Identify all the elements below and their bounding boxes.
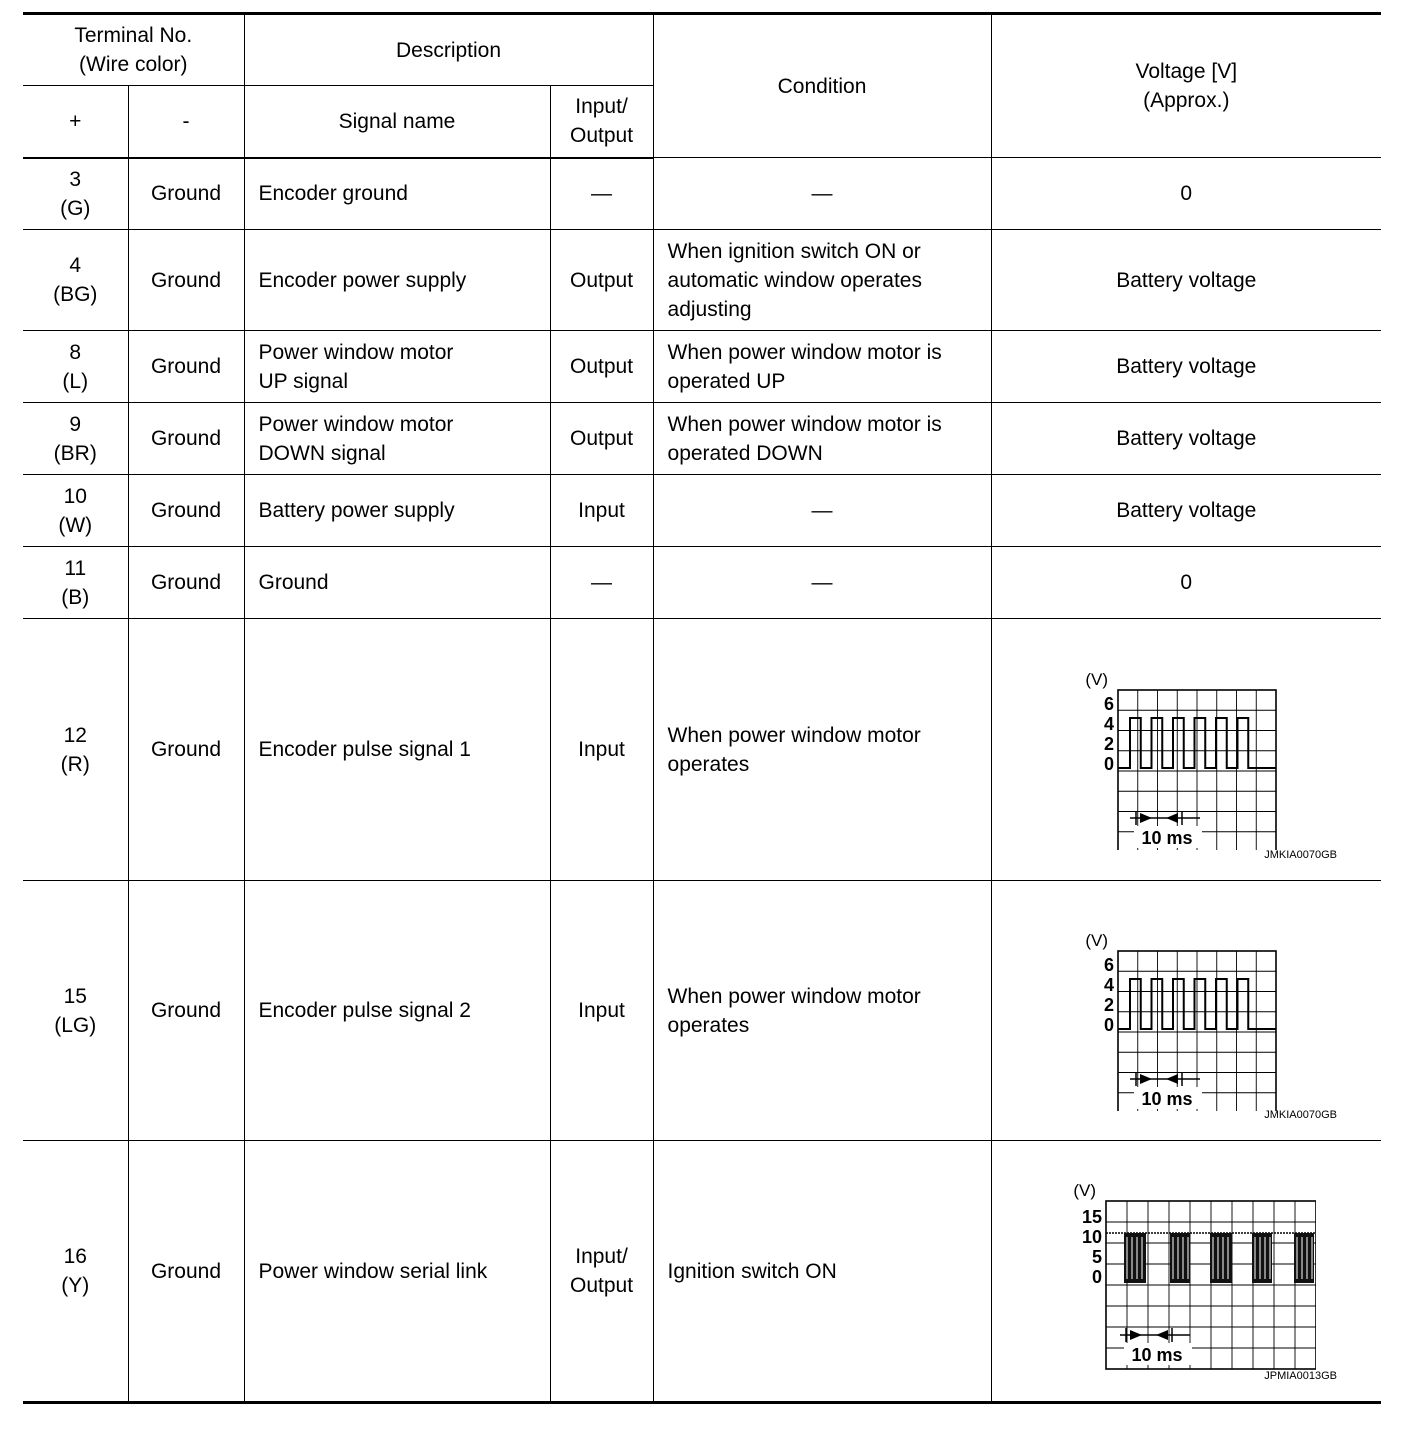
tick-label: 0 <box>1104 753 1115 774</box>
tick-label: 6 <box>1104 954 1115 975</box>
tick-label: 6 <box>1104 693 1115 714</box>
io-cell: — <box>550 158 653 230</box>
oscilloscope-waveform <box>1056 1171 1316 1371</box>
terminal-minus-cell: Ground <box>128 331 244 403</box>
condition-cell: — <box>653 475 991 547</box>
signal-name-cell: Encoder pulse signal 1 <box>244 619 550 881</box>
tick-label: 15 <box>1082 1207 1103 1227</box>
terminal-minus-cell: Ground <box>128 547 244 619</box>
io-cell: Input <box>550 619 653 881</box>
voltage-header: Voltage [V] (Approx.) <box>991 14 1381 158</box>
unit-label: (V) <box>1073 1181 1097 1200</box>
io-cell: Output <box>550 331 653 403</box>
condition-cell: When power window motor operates <box>653 881 991 1141</box>
period-label: 10 ms <box>1141 827 1193 848</box>
figure-code: JMKIA0070GB <box>1264 1109 1338 1121</box>
tick-label: 5 <box>1092 1247 1103 1267</box>
condition-cell: — <box>653 547 991 619</box>
terminal-plus-cell: 11 (B) <box>23 547 128 619</box>
tick-label: 0 <box>1092 1267 1103 1287</box>
voltage-cell: Battery voltage <box>991 475 1381 547</box>
table-row <box>23 403 1381 475</box>
tick-label: 2 <box>1104 994 1115 1015</box>
signal-name-cell: Power window motor UP signal <box>244 331 550 403</box>
tick-label: 4 <box>1104 974 1115 995</box>
condition-cell: Ignition switch ON <box>653 1141 991 1403</box>
terminal-plus-cell: 4 (BG) <box>23 230 128 331</box>
terminal-minus-cell: Ground <box>128 475 244 547</box>
io-cell: Output <box>550 230 653 331</box>
voltage-waveform-cell <box>991 881 1381 1141</box>
terminal-plus-cell: 3 (G) <box>23 158 128 230</box>
io-cell: Output <box>550 403 653 475</box>
table-row <box>23 331 1381 403</box>
signal-name-cell: Encoder ground <box>244 158 550 230</box>
terminal-minus-cell: Ground <box>128 619 244 881</box>
condition-cell: When power window motor operates <box>653 619 991 881</box>
signal-name-cell: Battery power supply <box>244 475 550 547</box>
voltage-waveform-cell <box>991 1141 1381 1403</box>
terminal-header: Terminal No. (Wire color) <box>23 14 244 86</box>
description-header: Description <box>244 14 653 86</box>
voltage-cell: Battery voltage <box>991 403 1381 475</box>
tick-label: 10 <box>1082 1227 1103 1247</box>
condition-cell: — <box>653 158 991 230</box>
condition-header: Condition <box>653 14 991 158</box>
condition-cell: When power window motor is operated DOWN <box>653 403 991 475</box>
io-header: Input/ Output <box>550 86 653 158</box>
plus-header: + <box>23 86 128 158</box>
voltage-cell: Battery voltage <box>991 230 1381 331</box>
unit-label: (V) <box>1085 930 1109 950</box>
figure-code: JMKIA0070GB <box>1264 849 1338 861</box>
tick-label: 2 <box>1104 733 1115 754</box>
terminal-table <box>23 12 1381 1404</box>
period-label: 10 ms <box>1141 1088 1193 1109</box>
table-row <box>23 1141 1381 1403</box>
terminal-minus-cell: Ground <box>128 158 244 230</box>
io-cell: Input <box>550 475 653 547</box>
unit-label: (V) <box>1085 669 1109 689</box>
voltage-cell: Battery voltage <box>991 331 1381 403</box>
signal-name-header: Signal name <box>244 86 550 158</box>
table-row <box>23 475 1381 547</box>
terminal-minus-cell: Ground <box>128 1141 244 1403</box>
terminal-plus-cell: 9 (BR) <box>23 403 128 475</box>
io-cell: Input <box>550 881 653 1141</box>
minus-header: - <box>128 86 244 158</box>
figure-code: JPMIA0013GB <box>1264 1370 1338 1382</box>
signal-name-cell: Power window motor DOWN signal <box>244 403 550 475</box>
signal-name-cell: Ground <box>244 547 550 619</box>
table-row <box>23 158 1381 230</box>
terminal-plus-cell: 16 (Y) <box>23 1141 128 1403</box>
condition-cell: When ignition switch ON or automatic window operates adjusting <box>653 230 991 331</box>
table-row <box>23 881 1381 1141</box>
io-cell: Input/ Output <box>550 1141 653 1403</box>
terminal-plus-cell: 12 (R) <box>23 619 128 881</box>
terminal-minus-cell: Ground <box>128 403 244 475</box>
terminal-plus-cell: 15 (LG) <box>23 881 128 1141</box>
terminal-minus-cell: Ground <box>128 230 244 331</box>
signal-name-cell: Encoder power supply <box>244 230 550 331</box>
tick-label: 0 <box>1104 1014 1115 1035</box>
voltage-cell: 0 <box>991 547 1381 619</box>
voltage-waveform-cell <box>991 619 1381 881</box>
table-row <box>23 547 1381 619</box>
io-cell: — <box>550 547 653 619</box>
table-row <box>23 230 1381 331</box>
condition-cell: When power window motor is operated UP <box>653 331 991 403</box>
tick-label: 4 <box>1104 713 1115 734</box>
terminal-plus-cell: 10 (W) <box>23 475 128 547</box>
terminal-minus-cell: Ground <box>128 881 244 1141</box>
oscilloscope-waveform <box>1066 650 1306 850</box>
signal-name-cell: Encoder pulse signal 2 <box>244 881 550 1141</box>
table-row <box>23 619 1381 881</box>
oscilloscope-waveform <box>1066 911 1306 1111</box>
terminal-plus-cell: 8 (L) <box>23 331 128 403</box>
voltage-cell: 0 <box>991 158 1381 230</box>
period-label: 10 ms <box>1131 1345 1183 1365</box>
signal-name-cell: Power window serial link <box>244 1141 550 1403</box>
